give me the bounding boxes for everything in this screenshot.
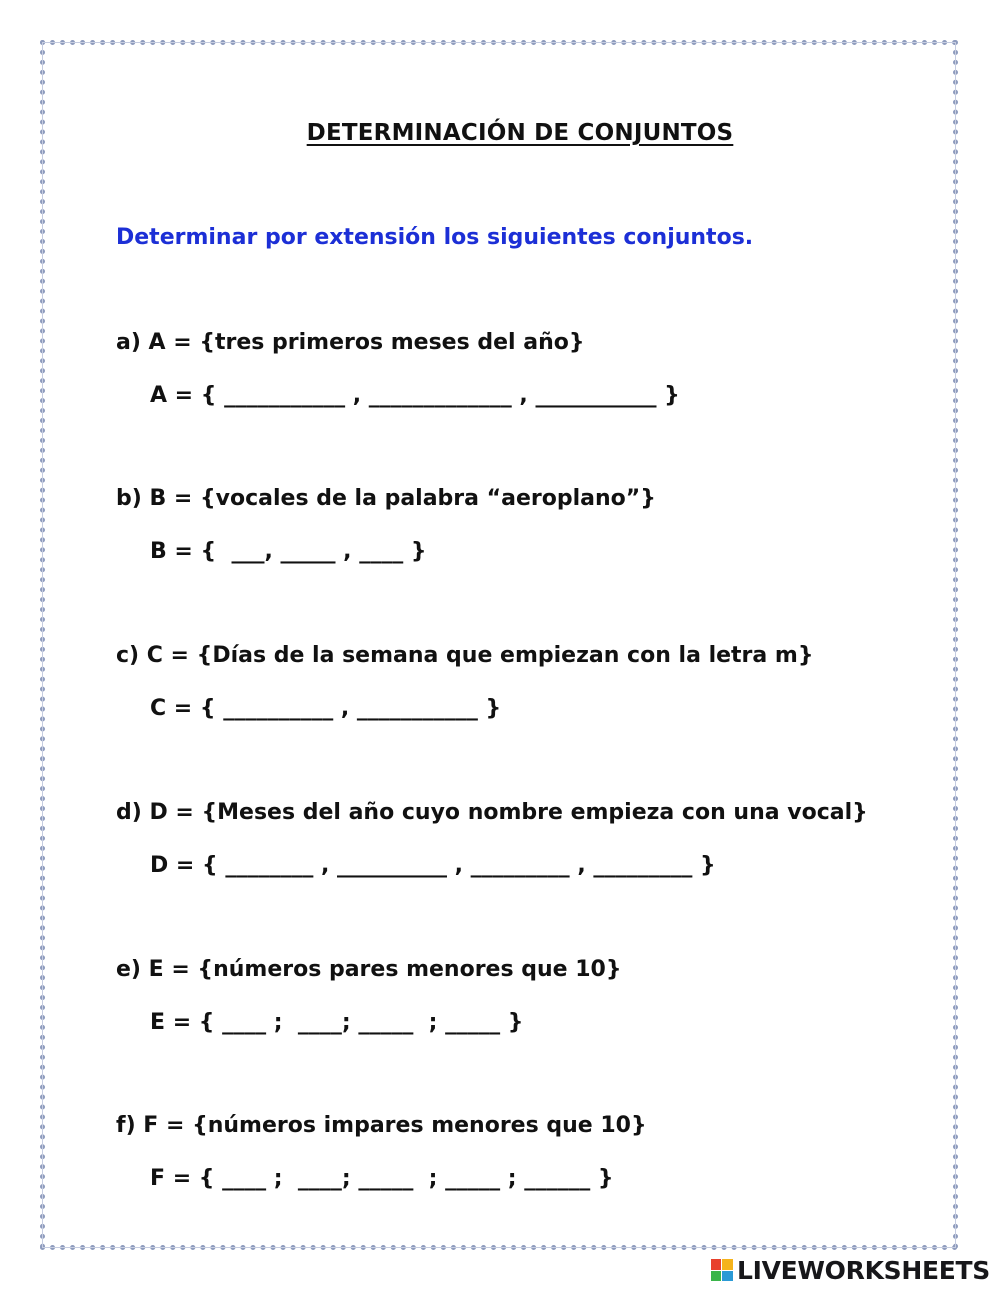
answer-field-a[interactable]: A = { ___________ , _____________ , ___________ }: [150, 383, 680, 408]
liveworksheets-logo[interactable]: [711, 1256, 990, 1284]
answer-field-e[interactable]: E = { ____ ; ____; _____ ; _____ }: [150, 1010, 524, 1035]
question-f: f) F = {números impares menores que 10}: [116, 1113, 647, 1138]
answer-field-c[interactable]: C = { __________ , ___________ }: [150, 696, 502, 721]
answer-field-d[interactable]: D = { ________ , __________ , _________ , _________ }: [150, 853, 716, 878]
page-title: DETERMINACIÓN DE CONJUNTOS: [306, 120, 734, 146]
logo-text: LIVEWORKSHEETS: [736, 1255, 990, 1285]
question-e: e) E = {números pares menores que 10}: [116, 957, 622, 982]
answer-field-f[interactable]: F = { ____ ; ____; _____ ; _____ ; ______ }: [150, 1166, 614, 1191]
question-c: c) C = {Días de la semana que empiezan con la letra m}: [116, 643, 814, 668]
question-b: b) B = {vocales de la palabra “aeroplano”}: [116, 486, 656, 511]
question-d: d) D = {Meses del año cuyo nombre empieza con una vocal}: [116, 800, 868, 825]
question-a: a) A = {tres primeros meses del año}: [116, 330, 585, 355]
answer-field-b[interactable]: B = { ___, _____ , ____ }: [150, 539, 427, 564]
instruction-text: Determinar por extensión los siguientes conjuntos.: [116, 225, 754, 250]
liveworksheets-logo-icon: [711, 1259, 733, 1281]
